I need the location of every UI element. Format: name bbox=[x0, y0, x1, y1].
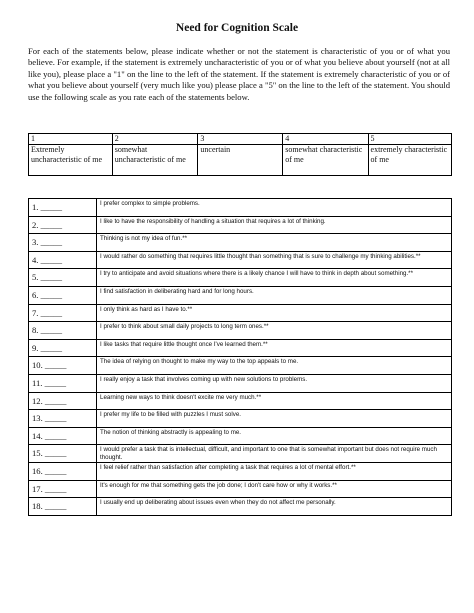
item-number: 18. _____ bbox=[29, 498, 97, 516]
table-row bbox=[29, 216, 452, 234]
scale-label-row bbox=[29, 145, 452, 176]
item-number: 8. _____ bbox=[29, 322, 97, 340]
table-row bbox=[29, 374, 452, 392]
item-statement: I only think as hard as I have to.** bbox=[97, 304, 452, 322]
item-statement: Learning new ways to think doesn't excite me very much.** bbox=[97, 392, 452, 410]
item-statement: I would rather do something that requires little thought than something that is sure to challenge my thinking abilities.** bbox=[97, 251, 452, 269]
item-number: 1. _____ bbox=[29, 199, 97, 217]
item-statement: I try to anticipate and avoid situations where there is a likely chance I will have to think in depth about something.** bbox=[97, 269, 452, 287]
scale-label: extremely characteristic of me bbox=[368, 145, 451, 176]
item-number: 4. _____ bbox=[29, 251, 97, 269]
scale-number: 5 bbox=[368, 134, 451, 145]
scale-label: Extremely uncharacteristic of me bbox=[29, 145, 113, 176]
item-statement: I prefer complex to simple problems. bbox=[97, 199, 452, 217]
item-number: 3. _____ bbox=[29, 234, 97, 252]
table-row bbox=[29, 427, 452, 445]
scale-label: uncertain bbox=[198, 145, 283, 176]
table-row bbox=[29, 304, 452, 322]
item-number: 11. _____ bbox=[29, 374, 97, 392]
table-row bbox=[29, 339, 452, 357]
item-number: 2. _____ bbox=[29, 216, 97, 234]
table-row bbox=[29, 286, 452, 304]
table-row bbox=[29, 445, 452, 463]
scale-number: 1 bbox=[29, 134, 113, 145]
scale-number: 3 bbox=[198, 134, 283, 145]
item-statement: I really enjoy a task that involves coming up with new solutions to problems. bbox=[97, 374, 452, 392]
item-statement: I find satisfaction in deliberating hard and for long hours. bbox=[97, 286, 452, 304]
table-row bbox=[29, 462, 452, 480]
item-number: 12. _____ bbox=[29, 392, 97, 410]
item-number: 17. _____ bbox=[29, 480, 97, 498]
item-statement: I feel relief rather than satisfaction after completing a task that requires a lot of mental effort.** bbox=[97, 462, 452, 480]
item-number: 7. _____ bbox=[29, 304, 97, 322]
table-row bbox=[29, 251, 452, 269]
rating-scale-table bbox=[28, 133, 452, 176]
table-row bbox=[29, 357, 452, 375]
scale-label: somewhat characteristic of me bbox=[283, 145, 368, 176]
page-title: Need for Cognition Scale bbox=[175, 22, 299, 34]
item-statement: I prefer my life to be filled with puzzles I must solve. bbox=[97, 410, 452, 428]
item-number: 13. _____ bbox=[29, 410, 97, 428]
statements-table bbox=[28, 198, 452, 516]
item-statement: The notion of thinking abstractly is appealing to me. bbox=[97, 427, 452, 445]
item-number: 5. _____ bbox=[29, 269, 97, 287]
item-statement: I like to have the responsibility of handling a situation that requires a lot of thinking. bbox=[97, 216, 452, 234]
item-statement: I usually end up deliberating about issues even when they do not affect me personally. bbox=[97, 498, 452, 516]
item-number: 9. _____ bbox=[29, 339, 97, 357]
instructions-paragraph: For each of the statements below, please indicate whether or not the statement is characteristic of you or of what you believe. For example, if the statement is extremely uncharacteristic of you or of what you believe about yourself (not at all like you), please place a "1" on the line to the left of the statement. If the statement is extremely characteristic of you or of what you believe about yourself (very much like you) please place a "5" on the line to the left of the statement. You should use the following scale as you rate each of the statements below. bbox=[28, 46, 450, 102]
table-row bbox=[29, 322, 452, 340]
table-row bbox=[29, 392, 452, 410]
table-row bbox=[29, 269, 452, 287]
item-statement: I would prefer a task that is intellectual, difficult, and important to one that is somewhat important but does not require much thought. bbox=[97, 445, 452, 463]
item-statement: I prefer to think about small daily projects to long term ones.** bbox=[97, 322, 452, 340]
item-number: 16. _____ bbox=[29, 462, 97, 480]
item-statement: I like tasks that require little thought once I've learned them.** bbox=[97, 339, 452, 357]
item-statement: Thinking is not my idea of fun.** bbox=[97, 234, 452, 252]
table-row bbox=[29, 410, 452, 428]
table-row bbox=[29, 199, 452, 217]
item-statement: It's enough for me that something gets the job done; I don't care how or why it works.** bbox=[97, 480, 452, 498]
item-number: 14. _____ bbox=[29, 427, 97, 445]
item-number: 10. _____ bbox=[29, 357, 97, 375]
table-row bbox=[29, 498, 452, 516]
item-number: 6. _____ bbox=[29, 286, 97, 304]
scale-label: somewhat uncharacteristic of me bbox=[112, 145, 198, 176]
scale-number: 4 bbox=[283, 134, 368, 145]
item-number: 15. _____ bbox=[29, 445, 97, 463]
scale-number-row bbox=[29, 134, 452, 145]
table-row bbox=[29, 234, 452, 252]
table-row bbox=[29, 480, 452, 498]
scale-number: 2 bbox=[112, 134, 198, 145]
item-statement: The idea of relying on thought to make my way to the top appeals to me. bbox=[97, 357, 452, 375]
